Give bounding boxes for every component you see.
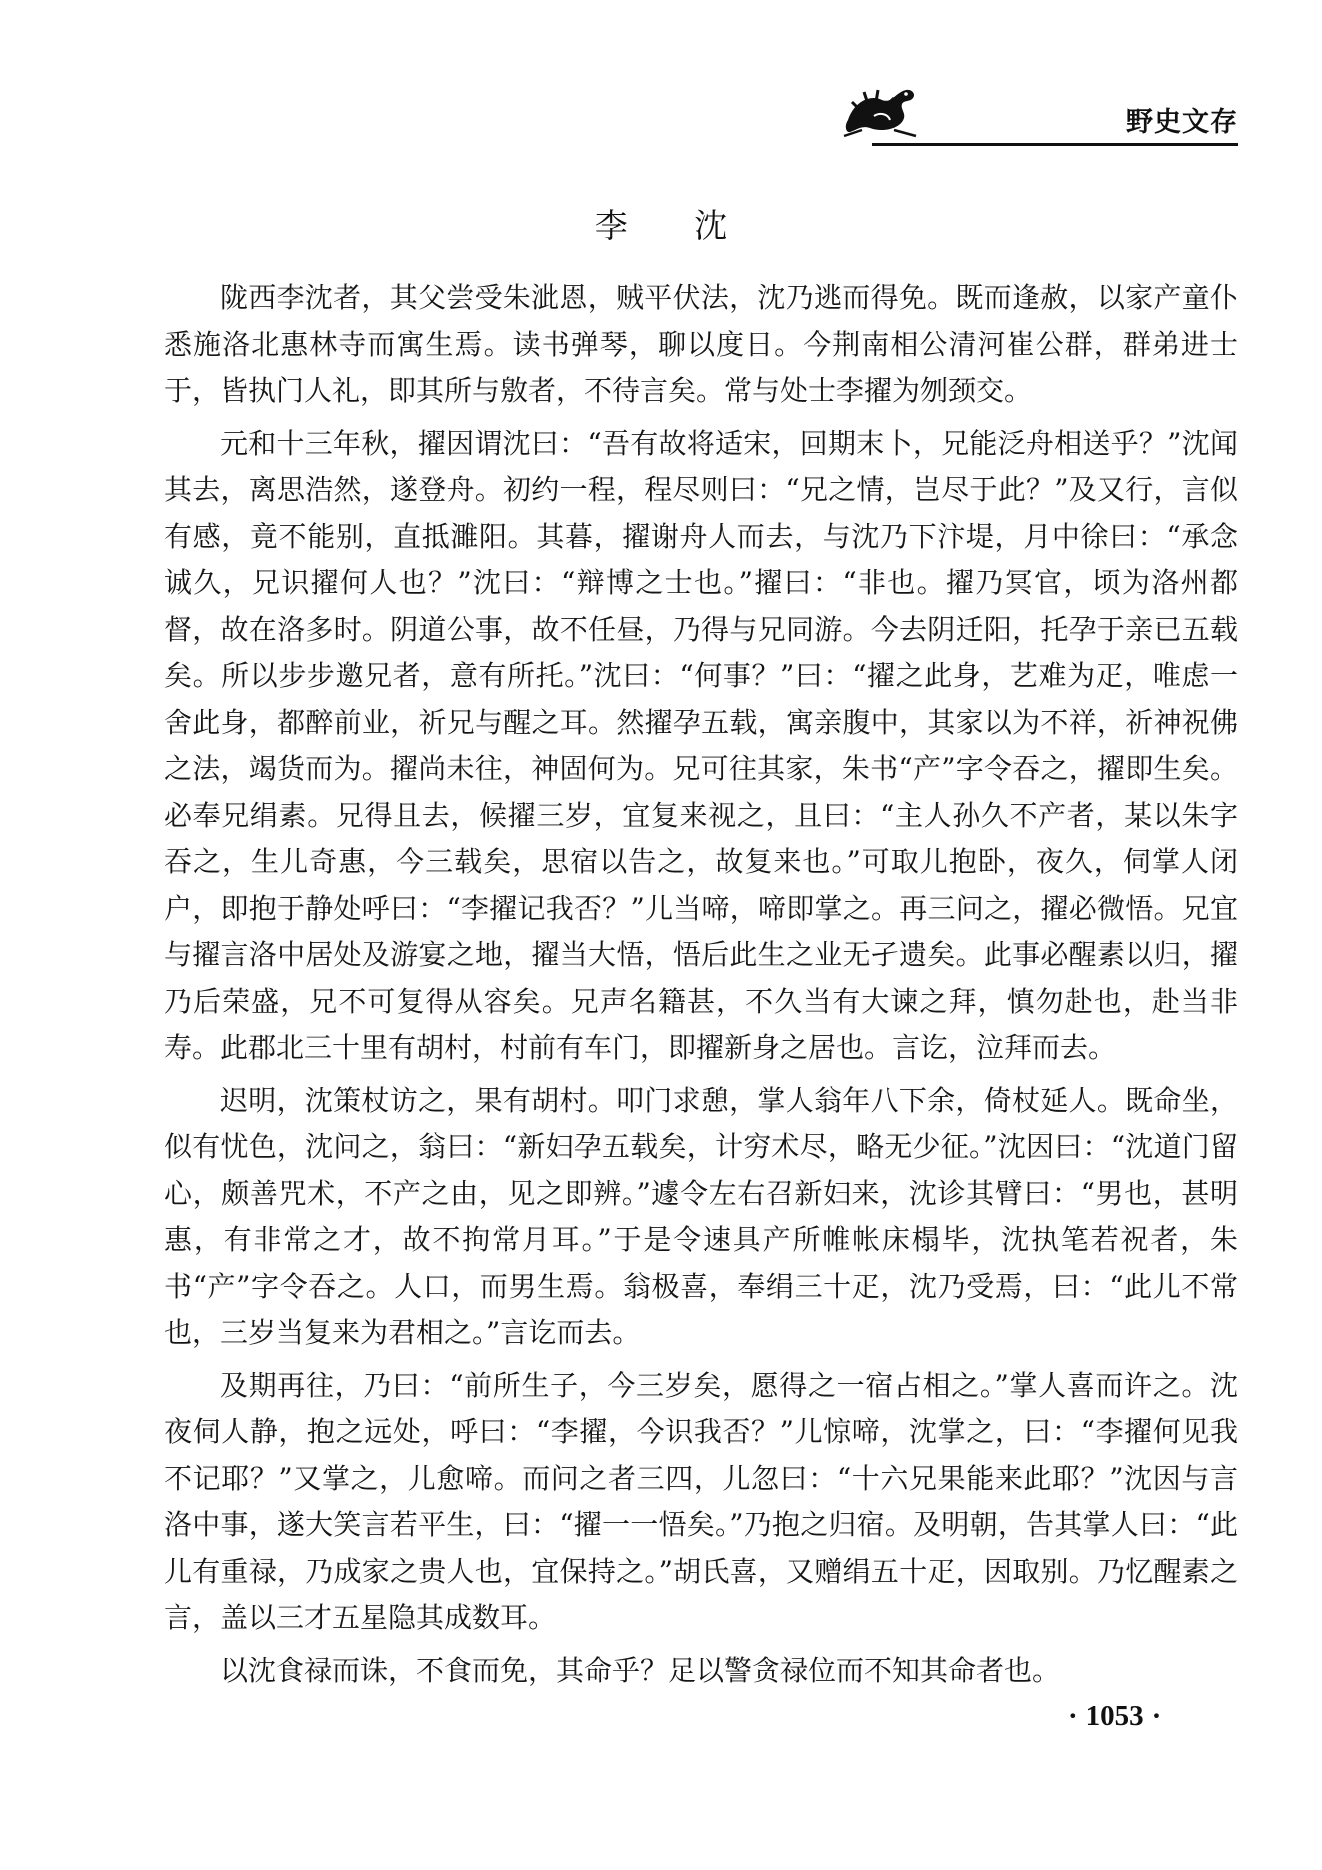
page-number [1060, 1700, 1169, 1733]
page-number-ornament-right: · [1151, 1700, 1162, 1732]
paragraph: 陇西李沈者，其父尝受朱泚恩，贼平伏法，沈乃逃而得免。既而逢赦，以家产童仆悉施洛北惠林寺而寓生焉。读书弹琴，聊以度日。今荆南相公清河崔公群，群弟进士于，皆执门人礼，即其所与敫者，不待言矣。常与处士李擢为刎颈交。 [164, 281, 1238, 407]
article-body [164, 275, 1238, 1700]
paragraph: 及期再往，乃曰：“前所生子，今三岁矣，愿得之一宿占相之。”掌人喜而许之。沈夜伺人静，抱之远处，呼曰：“李擢，今识我否？”儿惊啼，沈掌之，曰：“李擢何见我不记耶？”又掌之，儿愈啼。而问之者三四，儿忽曰：“十六兄果能来此耶？”沈因与言洛中事，遂大笑言若平生，曰：“擢一一悟矣。”乃抱之归宿。及明朝，告其掌人曰：“此儿有重禄，乃成家之贵人也，宜保持之。”胡氏喜，又赠绢五十疋，因取别。乃忆醒素之言，盖以三才五星隐其成数耳。 [164, 1368, 1238, 1634]
article-title: 李 沈 [594, 206, 756, 245]
paragraph: 迟明，沈策杖访之，果有胡村。叩门求憩，掌人翁年八下余，倚杖延人。既命坐，似有忧色，沈问之，翁曰：“新妇孕五载矣，计穷术尽，略无少征。”沈因曰：“沈道门留心，颇善咒术，不产之由，见之即辨。”遽令左右召新妇来，沈诊其臂曰：“男也，甚明惠，有非常之才，故不拘常月耳。”于是令速具产所帷帐床榻毕，沈执笔若祝者，朱书“产”字令吞之。人口，而男生焉。翁极喜，奉绢三十疋，沈乃受焉，曰：“此儿不常也，三岁当复来为君相之。”言讫而去。 [164, 1083, 1238, 1349]
dragon-emblem-icon [840, 80, 920, 140]
header-rule [872, 143, 1238, 146]
page-number-value: 1053 [1085, 1700, 1144, 1732]
paragraph: 以沈食禄而诛，不食而免，其命乎？足以警贪禄位而不知其命者也。 [220, 1653, 1061, 1687]
series-title: 野史文存 [1126, 107, 1238, 138]
paragraph: 元和十三年秋，擢因谓沈曰：“吾有故将适宋，回期末卜，兄能泛舟相送乎？”沈闻其去，离思浩然，遂登舟。初约一程，程尽则曰：“兄之情，岂尽于此？”及又行，言似有感，竟不能别，直抵濉阳。其暮，擢谢舟人而去，与沈乃下汴堤，月中徐曰：“承念诚久，兄识擢何人也？”沈曰：“辩博之士也。”擢曰：“非也。擢乃冥官，顷为洛州都督，故在洛多时。阴道公事，故不任昼，乃得与兄同游。今去阴迁阳，托孕于亲已五载矣。所以步步邀兄者，意有所托。”沈曰：“何事？”曰：“擢之此身，艺难为疋，唯虑一舍此身，都醉前业，祈兄与醒之耳。然擢孕五载，寓亲腹中，其家以为不祥，祈神祝佛之法，竭货而为。擢尚未往，神固何为。兄可往其家，朱书“产”字令吞之，擢即生矣。必奉兄绢素。兄得且去，候擢三岁，宜复来视之，且曰：“主人孙久不产者，某以朱字吞之，生儿奇惠，今三载矣，思宿以告之，故复来也。”可取儿抱卧，夜久，伺掌人闭户，即抱于静处呼曰：“李擢记我否？”儿当啼，啼即掌之。再三问之，擢必微悟。兄宜与擢言洛中居处及游宴之地，擢当大悟，悟后此生之业无孑遗矣。此事必醒素以归，擢乃后荣盛，兄不可复得从容矣。兄声名籍甚，不久当有大谏之拜，慎勿赴也，赴当非寿。此郡北三十里有胡村，村前有车门，即擢新身之居也。言讫，泣拜而去。 [164, 426, 1238, 1064]
page-number-ornament-left: · [1068, 1700, 1078, 1732]
running-header [828, 70, 1238, 150]
